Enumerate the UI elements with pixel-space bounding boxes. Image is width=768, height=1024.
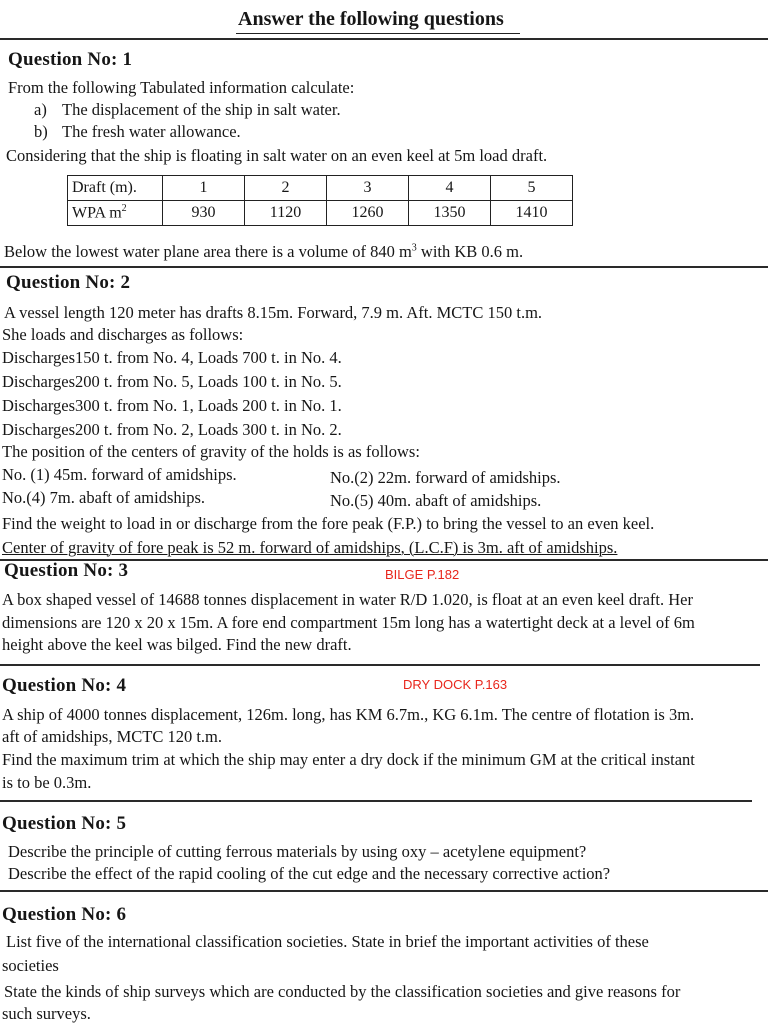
question-2-heading: Question No: 2 [6, 272, 131, 293]
question-4-line: is to be 0.3m. [2, 773, 92, 792]
question-3-line: A box shaped vessel of 14688 tonnes displacement in water R/D 1.020, is float at an even keel draft. Her [2, 590, 693, 609]
hold-position-left: No. (1) 45m. forward of amidships. [2, 465, 237, 484]
divider-q3 [0, 664, 760, 666]
question-1-condition: Considering that the ship is floating in salt water on an even keel at 5m load draft. [6, 146, 548, 165]
table-header-wpa [68, 201, 163, 226]
question-2-line: Discharges200 t. from No. 5, Loads 100 t. in No. 5. [2, 372, 342, 391]
draft-cell: 2 [245, 176, 327, 201]
question-2-line: Discharges300 t. from No. 1, Loads 200 t. in No. 1. [2, 396, 342, 415]
question-1-footer-tail: with KB 0.6 m. [416, 242, 524, 261]
question-6-line: societies [2, 956, 59, 975]
table-row-wpa [68, 201, 573, 226]
question-1-item-marker-a: a) [34, 100, 47, 119]
wpa-cell: 1120 [245, 201, 327, 226]
hold-position-left: No.(4) 7m. abaft of amidships. [2, 488, 206, 507]
title-underline [236, 33, 520, 34]
page-title: Answer the following questions [238, 8, 504, 30]
question-1-footer [4, 242, 523, 262]
question-4-line: Find the maximum trim at which the ship may enter a dry dock if the minimum GM at the critical instant [2, 750, 695, 769]
question-2-line: A vessel length 120 meter has drafts 8.15m. Forward, 7.9 m. Aft. MCTC 150 t.m. [4, 303, 543, 322]
question-4-heading: Question No: 4 [2, 675, 127, 696]
wpa-cell: 1410 [491, 201, 573, 226]
wpa-label: WPA m [72, 204, 122, 222]
question-2-line: Discharges150 t. from No. 4, Loads 700 t. in No. 4. [2, 348, 342, 367]
question-1-footer-text: Below the lowest water plane area there is a volume of 840 m [4, 242, 412, 261]
question-4-line: aft of amidships, MCTC 120 t.m. [2, 727, 222, 746]
wpa-cell: 1350 [409, 201, 491, 226]
question-2-line: Discharges200 t. from No. 2, Loads 300 t. in No. 2. [2, 420, 342, 439]
draft-cell: 5 [491, 176, 573, 201]
question-3-line: dimensions are 120 x 20 x 15m. A fore end compartment 15m long has a watertight deck at a level of 6m [2, 613, 695, 632]
question-6-line: such surveys. [2, 1004, 91, 1023]
draft-cell: 3 [327, 176, 409, 201]
table-row-draft [68, 176, 573, 201]
table-header-draft: Draft (m). [68, 176, 163, 201]
draft-cell: 4 [409, 176, 491, 201]
question-6-line: State the kinds of ship surveys which are conducted by the classification societies and give reasons for [4, 982, 681, 1001]
question-5-line: Describe the effect of the rapid cooling of the cut edge and the necessary corrective action? [8, 864, 611, 883]
question-1-intro: From the following Tabulated information calculate: [8, 78, 355, 97]
hold-position-right: No.(2) 22m. forward of amidships. [330, 468, 561, 487]
question-1-heading: Question No: 1 [8, 49, 133, 70]
wpa-cell: 930 [163, 201, 245, 226]
question-4-reference-note: DRY DOCK P.163 [403, 677, 508, 692]
divider-q5 [0, 890, 768, 892]
divider-q4 [0, 800, 752, 802]
question-4-line: A ship of 4000 tonnes displacement, 126m. long, has KM 6.7m., KG 6.1m. The centre of flotation is 3m. [2, 705, 695, 724]
question-5-line: Describe the principle of cutting ferrous materials by using oxy – acetylene equipment? [8, 842, 587, 861]
question-1-item-marker-b: b) [34, 122, 48, 141]
question-1-item-a: The displacement of the ship in salt water. [62, 100, 341, 119]
question-1-item-b: The fresh water allowance. [62, 122, 241, 141]
question-2-center-of-gravity: Center of gravity of fore peak is 52 m. forward of amidships, (L.C.F) is 3m. aft of amidships. [2, 538, 618, 557]
question-6-heading: Question No: 6 [2, 904, 127, 925]
question-3-reference-note: BILGE P.182 [385, 567, 460, 582]
question-6-line: List five of the international classification societies. State in brief the important activities of these [6, 932, 649, 951]
divider-top [0, 38, 768, 40]
question-2-line: She loads and discharges as follows: [2, 325, 244, 344]
question-2-find: Find the weight to load in or discharge from the fore peak (F.P.) to bring the vessel to an even keel. [2, 514, 655, 533]
wpa-unit-exponent: 2 [121, 203, 127, 215]
question-5-heading: Question No: 5 [2, 813, 127, 834]
volume-exponent: 3 [411, 242, 417, 254]
hold-position-right: No.(5) 40m. abaft of amidships. [330, 491, 542, 510]
divider-q1 [0, 266, 768, 268]
question-3-heading: Question No: 3 [4, 560, 129, 581]
question-2-line: The position of the centers of gravity of the holds is as follows: [2, 442, 420, 461]
question-3-line: height above the keel was bilged. Find the new draft. [2, 635, 352, 654]
draft-cell: 1 [163, 176, 245, 201]
wpa-table [67, 175, 573, 226]
wpa-cell: 1260 [327, 201, 409, 226]
